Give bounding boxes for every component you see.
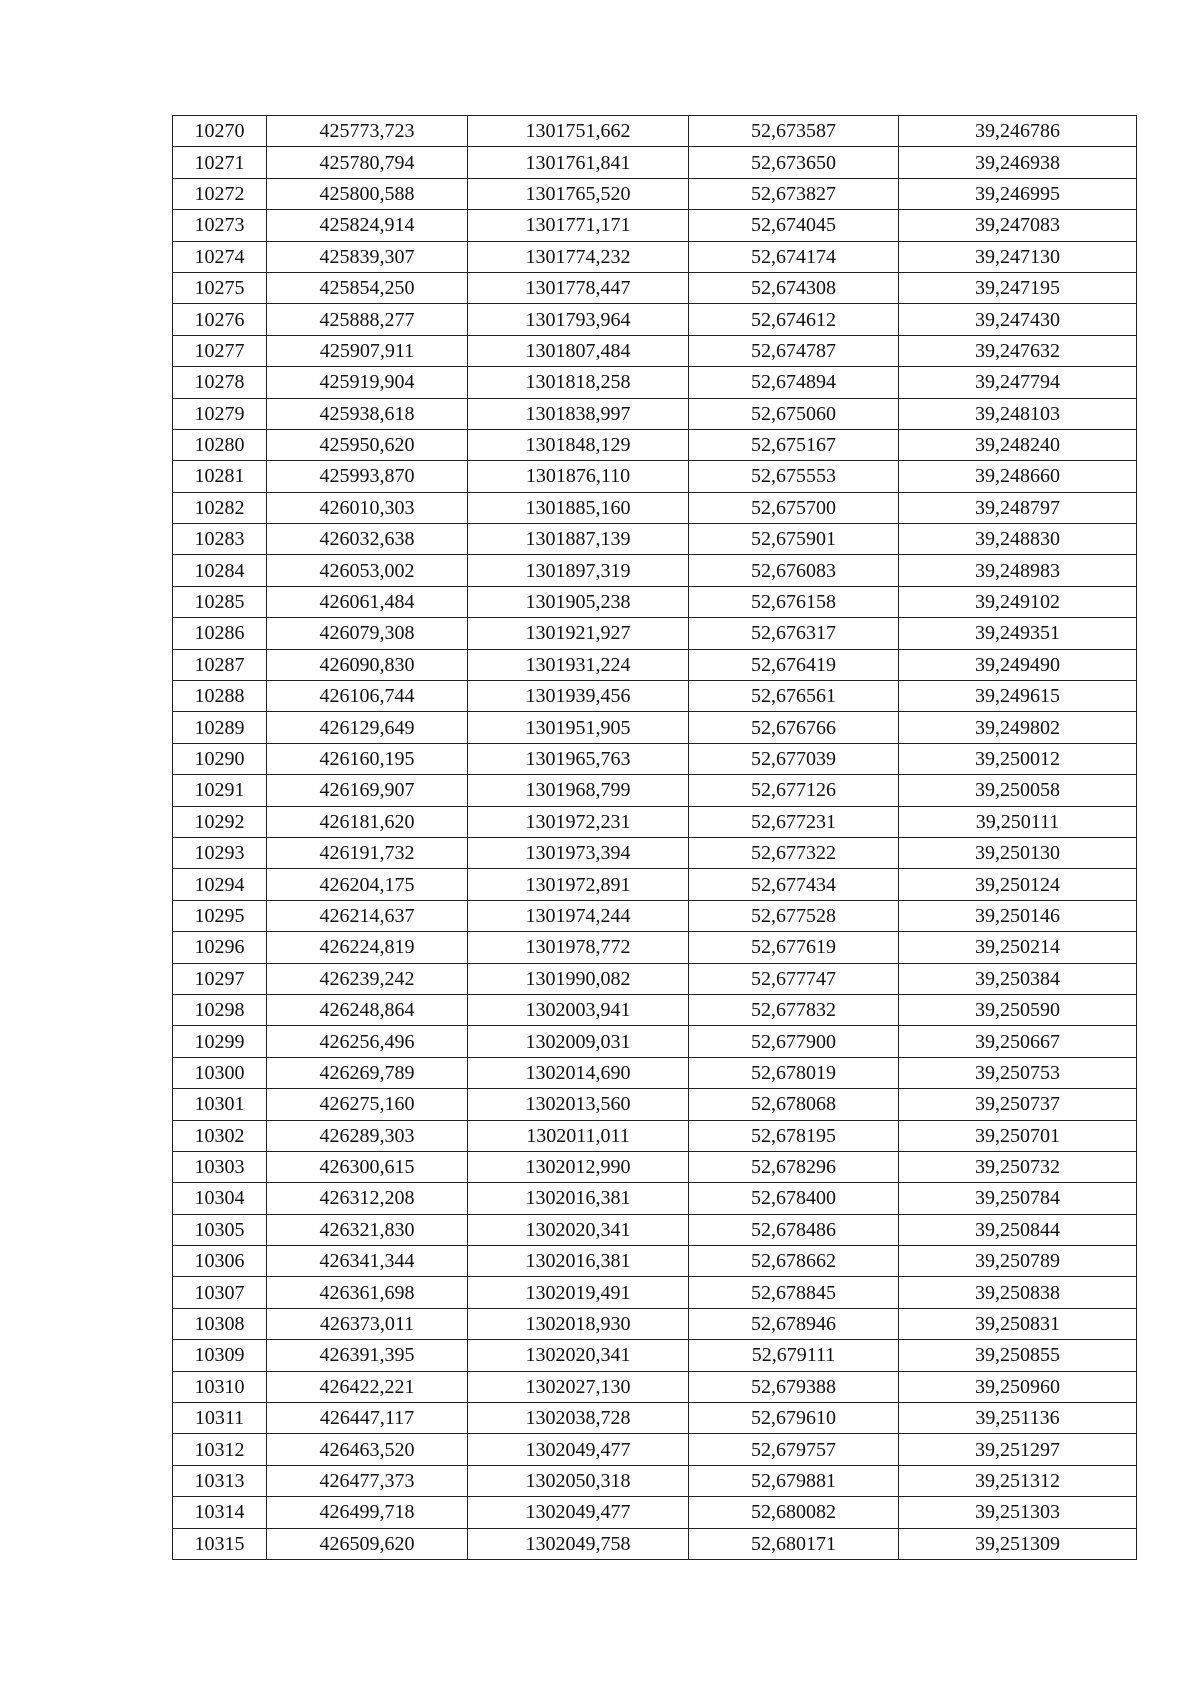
longitude-cell: 39,247632 xyxy=(899,335,1137,366)
x-coordinate-cell: 426032,638 xyxy=(267,524,468,555)
x-coordinate-cell: 426509,620 xyxy=(267,1528,468,1559)
longitude-cell: 39,248983 xyxy=(899,555,1137,586)
longitude-cell: 39,251309 xyxy=(899,1528,1137,1559)
longitude-cell: 39,251136 xyxy=(899,1403,1137,1434)
point-number-cell: 10276 xyxy=(173,304,267,335)
point-number-cell: 10290 xyxy=(173,743,267,774)
latitude-cell: 52,679111 xyxy=(689,1340,899,1371)
x-coordinate-cell: 425919,904 xyxy=(267,367,468,398)
table-row xyxy=(173,116,1137,147)
table-row xyxy=(173,241,1137,272)
x-coordinate-cell: 426239,242 xyxy=(267,963,468,994)
point-number-cell: 10280 xyxy=(173,429,267,460)
table-row xyxy=(173,681,1137,712)
latitude-cell: 52,674174 xyxy=(689,241,899,272)
table-row xyxy=(173,1465,1137,1496)
latitude-cell: 52,676083 xyxy=(689,555,899,586)
y-coordinate-cell: 1301838,997 xyxy=(468,398,689,429)
latitude-cell: 52,677322 xyxy=(689,837,899,868)
y-coordinate-cell: 1301965,763 xyxy=(468,743,689,774)
table-row xyxy=(173,555,1137,586)
table-row xyxy=(173,1026,1137,1057)
y-coordinate-cell: 1301818,258 xyxy=(468,367,689,398)
latitude-cell: 52,676766 xyxy=(689,712,899,743)
point-number-cell: 10291 xyxy=(173,775,267,806)
point-number-cell: 10306 xyxy=(173,1246,267,1277)
point-number-cell: 10304 xyxy=(173,1183,267,1214)
longitude-cell: 39,247130 xyxy=(899,241,1137,272)
longitude-cell: 39,250737 xyxy=(899,1089,1137,1120)
longitude-cell: 39,248830 xyxy=(899,524,1137,555)
latitude-cell: 52,674894 xyxy=(689,367,899,398)
point-number-cell: 10270 xyxy=(173,116,267,147)
latitude-cell: 52,678845 xyxy=(689,1277,899,1308)
point-number-cell: 10315 xyxy=(173,1528,267,1559)
x-coordinate-cell: 426361,698 xyxy=(267,1277,468,1308)
longitude-cell: 39,250784 xyxy=(899,1183,1137,1214)
longitude-cell: 39,250667 xyxy=(899,1026,1137,1057)
x-coordinate-cell: 425888,277 xyxy=(267,304,468,335)
y-coordinate-cell: 1301972,231 xyxy=(468,806,689,837)
longitude-cell: 39,250012 xyxy=(899,743,1137,774)
point-number-cell: 10274 xyxy=(173,241,267,272)
longitude-cell: 39,250130 xyxy=(899,837,1137,868)
latitude-cell: 52,677900 xyxy=(689,1026,899,1057)
longitude-cell: 39,250855 xyxy=(899,1340,1137,1371)
longitude-cell: 39,250384 xyxy=(899,963,1137,994)
point-number-cell: 10277 xyxy=(173,335,267,366)
y-coordinate-cell: 1301939,456 xyxy=(468,681,689,712)
table-row xyxy=(173,806,1137,837)
point-number-cell: 10299 xyxy=(173,1026,267,1057)
table-row xyxy=(173,492,1137,523)
y-coordinate-cell: 1302018,930 xyxy=(468,1308,689,1339)
y-coordinate-cell: 1301793,964 xyxy=(468,304,689,335)
latitude-cell: 52,674308 xyxy=(689,272,899,303)
latitude-cell: 52,673587 xyxy=(689,116,899,147)
point-number-cell: 10288 xyxy=(173,681,267,712)
y-coordinate-cell: 1301807,484 xyxy=(468,335,689,366)
point-number-cell: 10300 xyxy=(173,1057,267,1088)
x-coordinate-cell: 426248,864 xyxy=(267,994,468,1025)
longitude-cell: 39,246995 xyxy=(899,178,1137,209)
y-coordinate-cell: 1302027,130 xyxy=(468,1371,689,1402)
table-row xyxy=(173,869,1137,900)
x-coordinate-cell: 426422,221 xyxy=(267,1371,468,1402)
y-coordinate-cell: 1302011,011 xyxy=(468,1120,689,1151)
latitude-cell: 52,679881 xyxy=(689,1465,899,1496)
table-row xyxy=(173,1340,1137,1371)
y-coordinate-cell: 1302020,341 xyxy=(468,1340,689,1371)
latitude-cell: 52,675167 xyxy=(689,429,899,460)
point-number-cell: 10284 xyxy=(173,555,267,586)
latitude-cell: 52,678486 xyxy=(689,1214,899,1245)
y-coordinate-cell: 1301968,799 xyxy=(468,775,689,806)
table-row xyxy=(173,1497,1137,1528)
longitude-cell: 39,251303 xyxy=(899,1497,1137,1528)
y-coordinate-cell: 1301778,447 xyxy=(468,272,689,303)
latitude-cell: 52,676158 xyxy=(689,586,899,617)
x-coordinate-cell: 426090,830 xyxy=(267,649,468,680)
x-coordinate-cell: 426341,344 xyxy=(267,1246,468,1277)
x-coordinate-cell: 426010,303 xyxy=(267,492,468,523)
point-number-cell: 10297 xyxy=(173,963,267,994)
latitude-cell: 52,680171 xyxy=(689,1528,899,1559)
x-coordinate-cell: 425993,870 xyxy=(267,461,468,492)
point-number-cell: 10271 xyxy=(173,147,267,178)
table-row xyxy=(173,272,1137,303)
table-row xyxy=(173,1183,1137,1214)
y-coordinate-cell: 1301887,139 xyxy=(468,524,689,555)
x-coordinate-cell: 426447,117 xyxy=(267,1403,468,1434)
point-number-cell: 10309 xyxy=(173,1340,267,1371)
coordinate-table xyxy=(172,115,1137,1560)
table-row xyxy=(173,1057,1137,1088)
y-coordinate-cell: 1301972,891 xyxy=(468,869,689,900)
y-coordinate-cell: 1302009,031 xyxy=(468,1026,689,1057)
longitude-cell: 39,247430 xyxy=(899,304,1137,335)
table-row xyxy=(173,1151,1137,1182)
x-coordinate-cell: 426191,732 xyxy=(267,837,468,868)
y-coordinate-cell: 1302014,690 xyxy=(468,1057,689,1088)
table-row xyxy=(173,618,1137,649)
table-row xyxy=(173,932,1137,963)
point-number-cell: 10313 xyxy=(173,1465,267,1496)
x-coordinate-cell: 426204,175 xyxy=(267,869,468,900)
longitude-cell: 39,250058 xyxy=(899,775,1137,806)
x-coordinate-cell: 426079,308 xyxy=(267,618,468,649)
x-coordinate-cell: 426300,615 xyxy=(267,1151,468,1182)
longitude-cell: 39,248797 xyxy=(899,492,1137,523)
point-number-cell: 10283 xyxy=(173,524,267,555)
longitude-cell: 39,249802 xyxy=(899,712,1137,743)
y-coordinate-cell: 1302049,477 xyxy=(468,1497,689,1528)
point-number-cell: 10298 xyxy=(173,994,267,1025)
longitude-cell: 39,249351 xyxy=(899,618,1137,649)
point-number-cell: 10281 xyxy=(173,461,267,492)
longitude-cell: 39,250146 xyxy=(899,900,1137,931)
x-coordinate-cell: 426129,649 xyxy=(267,712,468,743)
y-coordinate-cell: 1301951,905 xyxy=(468,712,689,743)
longitude-cell: 39,249490 xyxy=(899,649,1137,680)
table-row xyxy=(173,1528,1137,1559)
x-coordinate-cell: 425839,307 xyxy=(267,241,468,272)
latitude-cell: 52,674787 xyxy=(689,335,899,366)
longitude-cell: 39,250701 xyxy=(899,1120,1137,1151)
x-coordinate-cell: 425950,620 xyxy=(267,429,468,460)
latitude-cell: 52,677231 xyxy=(689,806,899,837)
y-coordinate-cell: 1302038,728 xyxy=(468,1403,689,1434)
table-row xyxy=(173,1371,1137,1402)
table-row xyxy=(173,1120,1137,1151)
x-coordinate-cell: 426321,830 xyxy=(267,1214,468,1245)
table-row xyxy=(173,743,1137,774)
table-row xyxy=(173,398,1137,429)
longitude-cell: 39,247195 xyxy=(899,272,1137,303)
point-number-cell: 10308 xyxy=(173,1308,267,1339)
latitude-cell: 52,680082 xyxy=(689,1497,899,1528)
latitude-cell: 52,677528 xyxy=(689,900,899,931)
point-number-cell: 10301 xyxy=(173,1089,267,1120)
point-number-cell: 10302 xyxy=(173,1120,267,1151)
table-row xyxy=(173,963,1137,994)
latitude-cell: 52,679757 xyxy=(689,1434,899,1465)
table-row xyxy=(173,335,1137,366)
table-row xyxy=(173,367,1137,398)
table-row xyxy=(173,1308,1137,1339)
latitude-cell: 52,676419 xyxy=(689,649,899,680)
x-coordinate-cell: 426463,520 xyxy=(267,1434,468,1465)
x-coordinate-cell: 426477,373 xyxy=(267,1465,468,1496)
x-coordinate-cell: 425854,250 xyxy=(267,272,468,303)
longitude-cell: 39,250844 xyxy=(899,1214,1137,1245)
longitude-cell: 39,250590 xyxy=(899,994,1137,1025)
table-row xyxy=(173,1434,1137,1465)
point-number-cell: 10311 xyxy=(173,1403,267,1434)
x-coordinate-cell: 426499,718 xyxy=(267,1497,468,1528)
table-row xyxy=(173,1089,1137,1120)
longitude-cell: 39,248660 xyxy=(899,461,1137,492)
latitude-cell: 52,678946 xyxy=(689,1308,899,1339)
x-coordinate-cell: 426312,208 xyxy=(267,1183,468,1214)
latitude-cell: 52,676561 xyxy=(689,681,899,712)
point-number-cell: 10272 xyxy=(173,178,267,209)
point-number-cell: 10278 xyxy=(173,367,267,398)
point-number-cell: 10279 xyxy=(173,398,267,429)
y-coordinate-cell: 1302049,758 xyxy=(468,1528,689,1559)
longitude-cell: 39,250753 xyxy=(899,1057,1137,1088)
x-coordinate-cell: 426224,819 xyxy=(267,932,468,963)
latitude-cell: 52,677434 xyxy=(689,869,899,900)
table-row xyxy=(173,1214,1137,1245)
latitude-cell: 52,679610 xyxy=(689,1403,899,1434)
longitude-cell: 39,250214 xyxy=(899,932,1137,963)
x-coordinate-cell: 426275,160 xyxy=(267,1089,468,1120)
point-number-cell: 10312 xyxy=(173,1434,267,1465)
latitude-cell: 52,674612 xyxy=(689,304,899,335)
y-coordinate-cell: 1301876,110 xyxy=(468,461,689,492)
y-coordinate-cell: 1301990,082 xyxy=(468,963,689,994)
point-number-cell: 10294 xyxy=(173,869,267,900)
x-coordinate-cell: 426053,002 xyxy=(267,555,468,586)
table-row xyxy=(173,900,1137,931)
longitude-cell: 39,250111 xyxy=(899,806,1137,837)
longitude-cell: 39,246938 xyxy=(899,147,1137,178)
x-coordinate-cell: 426269,789 xyxy=(267,1057,468,1088)
x-coordinate-cell: 425780,794 xyxy=(267,147,468,178)
y-coordinate-cell: 1301751,662 xyxy=(468,116,689,147)
latitude-cell: 52,678195 xyxy=(689,1120,899,1151)
longitude-cell: 39,250732 xyxy=(899,1151,1137,1182)
point-number-cell: 10303 xyxy=(173,1151,267,1182)
latitude-cell: 52,679388 xyxy=(689,1371,899,1402)
longitude-cell: 39,247794 xyxy=(899,367,1137,398)
table-row xyxy=(173,178,1137,209)
table-row xyxy=(173,304,1137,335)
y-coordinate-cell: 1301765,520 xyxy=(468,178,689,209)
longitude-cell: 39,250789 xyxy=(899,1246,1137,1277)
longitude-cell: 39,251312 xyxy=(899,1465,1137,1496)
latitude-cell: 52,678662 xyxy=(689,1246,899,1277)
y-coordinate-cell: 1302013,560 xyxy=(468,1089,689,1120)
longitude-cell: 39,250831 xyxy=(899,1308,1137,1339)
point-number-cell: 10289 xyxy=(173,712,267,743)
latitude-cell: 52,675901 xyxy=(689,524,899,555)
latitude-cell: 52,675060 xyxy=(689,398,899,429)
y-coordinate-cell: 1301931,224 xyxy=(468,649,689,680)
x-coordinate-cell: 426256,496 xyxy=(267,1026,468,1057)
x-coordinate-cell: 426169,907 xyxy=(267,775,468,806)
latitude-cell: 52,675700 xyxy=(689,492,899,523)
latitude-cell: 52,673827 xyxy=(689,178,899,209)
latitude-cell: 52,674045 xyxy=(689,210,899,241)
longitude-cell: 39,250124 xyxy=(899,869,1137,900)
y-coordinate-cell: 1301905,238 xyxy=(468,586,689,617)
y-coordinate-cell: 1302019,491 xyxy=(468,1277,689,1308)
y-coordinate-cell: 1301761,841 xyxy=(468,147,689,178)
point-number-cell: 10293 xyxy=(173,837,267,868)
y-coordinate-cell: 1302012,990 xyxy=(468,1151,689,1182)
table-row xyxy=(173,210,1137,241)
latitude-cell: 52,677747 xyxy=(689,963,899,994)
longitude-cell: 39,246786 xyxy=(899,116,1137,147)
y-coordinate-cell: 1302050,318 xyxy=(468,1465,689,1496)
point-number-cell: 10305 xyxy=(173,1214,267,1245)
table-row xyxy=(173,649,1137,680)
y-coordinate-cell: 1301978,772 xyxy=(468,932,689,963)
y-coordinate-cell: 1302016,381 xyxy=(468,1246,689,1277)
point-number-cell: 10310 xyxy=(173,1371,267,1402)
longitude-cell: 39,248103 xyxy=(899,398,1137,429)
latitude-cell: 52,677126 xyxy=(689,775,899,806)
point-number-cell: 10285 xyxy=(173,586,267,617)
latitude-cell: 52,678296 xyxy=(689,1151,899,1182)
y-coordinate-cell: 1302016,381 xyxy=(468,1183,689,1214)
table-row xyxy=(173,1403,1137,1434)
y-coordinate-cell: 1301973,394 xyxy=(468,837,689,868)
latitude-cell: 52,675553 xyxy=(689,461,899,492)
point-number-cell: 10295 xyxy=(173,900,267,931)
y-coordinate-cell: 1301974,244 xyxy=(468,900,689,931)
y-coordinate-cell: 1301848,129 xyxy=(468,429,689,460)
y-coordinate-cell: 1301885,160 xyxy=(468,492,689,523)
table-row xyxy=(173,1246,1137,1277)
table-row xyxy=(173,524,1137,555)
latitude-cell: 52,677039 xyxy=(689,743,899,774)
table-row xyxy=(173,147,1137,178)
longitude-cell: 39,249102 xyxy=(899,586,1137,617)
point-number-cell: 10296 xyxy=(173,932,267,963)
latitude-cell: 52,677832 xyxy=(689,994,899,1025)
point-number-cell: 10307 xyxy=(173,1277,267,1308)
latitude-cell: 52,677619 xyxy=(689,932,899,963)
table-row xyxy=(173,1277,1137,1308)
table-row xyxy=(173,775,1137,806)
latitude-cell: 52,678400 xyxy=(689,1183,899,1214)
y-coordinate-cell: 1301774,232 xyxy=(468,241,689,272)
table-row xyxy=(173,461,1137,492)
table-body xyxy=(173,116,1137,1560)
table-row xyxy=(173,586,1137,617)
x-coordinate-cell: 425824,914 xyxy=(267,210,468,241)
y-coordinate-cell: 1301921,927 xyxy=(468,618,689,649)
table-row xyxy=(173,429,1137,460)
latitude-cell: 52,676317 xyxy=(689,618,899,649)
y-coordinate-cell: 1302020,341 xyxy=(468,1214,689,1245)
point-number-cell: 10275 xyxy=(173,272,267,303)
point-number-cell: 10287 xyxy=(173,649,267,680)
x-coordinate-cell: 425800,588 xyxy=(267,178,468,209)
y-coordinate-cell: 1302003,941 xyxy=(468,994,689,1025)
point-number-cell: 10292 xyxy=(173,806,267,837)
x-coordinate-cell: 425938,618 xyxy=(267,398,468,429)
x-coordinate-cell: 426160,195 xyxy=(267,743,468,774)
x-coordinate-cell: 426106,744 xyxy=(267,681,468,712)
longitude-cell: 39,250838 xyxy=(899,1277,1137,1308)
point-number-cell: 10286 xyxy=(173,618,267,649)
x-coordinate-cell: 426373,011 xyxy=(267,1308,468,1339)
longitude-cell: 39,251297 xyxy=(899,1434,1137,1465)
table-row xyxy=(173,712,1137,743)
latitude-cell: 52,678019 xyxy=(689,1057,899,1088)
y-coordinate-cell: 1301897,319 xyxy=(468,555,689,586)
x-coordinate-cell: 426214,637 xyxy=(267,900,468,931)
point-number-cell: 10314 xyxy=(173,1497,267,1528)
longitude-cell: 39,247083 xyxy=(899,210,1137,241)
latitude-cell: 52,678068 xyxy=(689,1089,899,1120)
x-coordinate-cell: 426181,620 xyxy=(267,806,468,837)
x-coordinate-cell: 425773,723 xyxy=(267,116,468,147)
latitude-cell: 52,673650 xyxy=(689,147,899,178)
x-coordinate-cell: 426391,395 xyxy=(267,1340,468,1371)
longitude-cell: 39,249615 xyxy=(899,681,1137,712)
point-number-cell: 10273 xyxy=(173,210,267,241)
x-coordinate-cell: 426289,303 xyxy=(267,1120,468,1151)
table-row xyxy=(173,994,1137,1025)
point-number-cell: 10282 xyxy=(173,492,267,523)
longitude-cell: 39,248240 xyxy=(899,429,1137,460)
x-coordinate-cell: 426061,484 xyxy=(267,586,468,617)
y-coordinate-cell: 1301771,171 xyxy=(468,210,689,241)
x-coordinate-cell: 425907,911 xyxy=(267,335,468,366)
y-coordinate-cell: 1302049,477 xyxy=(468,1434,689,1465)
table-row xyxy=(173,837,1137,868)
longitude-cell: 39,250960 xyxy=(899,1371,1137,1402)
